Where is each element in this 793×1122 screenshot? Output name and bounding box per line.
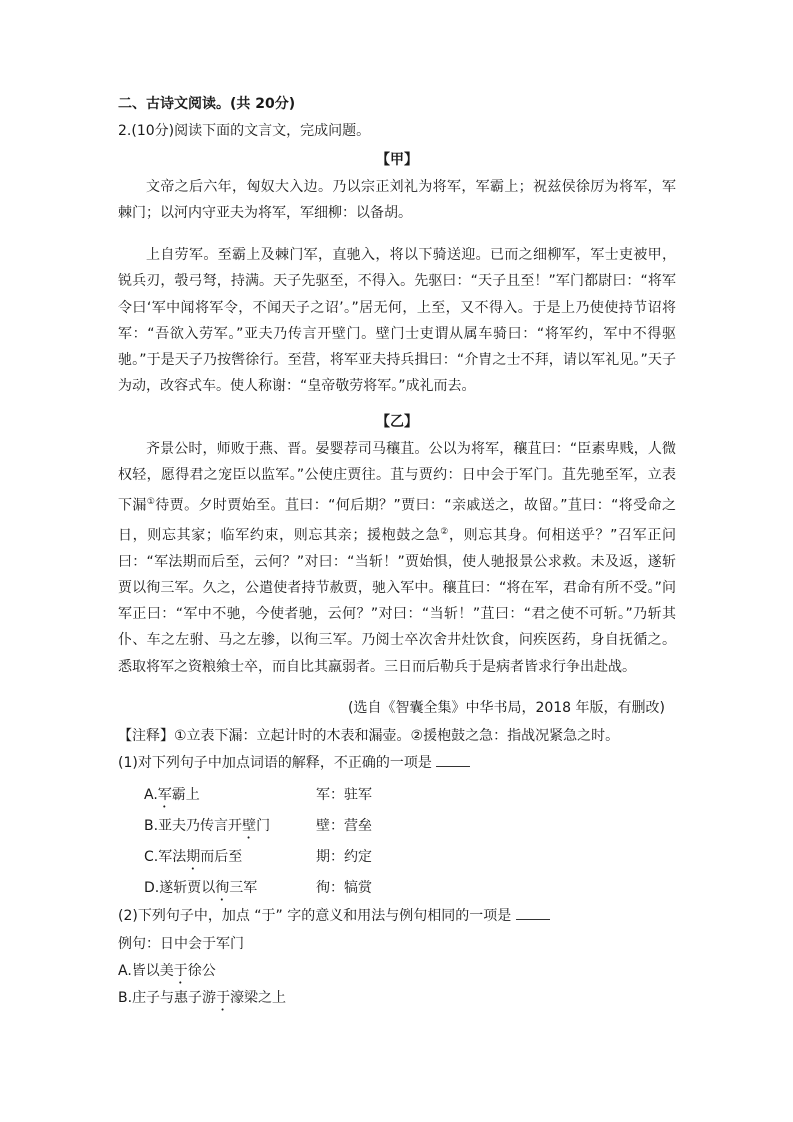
answer-blank-1[interactable] (436, 754, 470, 767)
section-title: 二、古诗文阅读。(共 20分) (118, 96, 296, 112)
q1-option-c-gloss: 期：约定 (316, 849, 372, 865)
q1-option-d: D.遂斩贾以徇三军 (144, 880, 258, 896)
q1-option-b: B.亚夫乃传言开壁门 (144, 818, 271, 834)
passage-jia-paragraph-1: 文帝之后六年，匈奴大入边。乃以宗正刘礼为将军，军霸上；祝兹侯徐厉为将军，军棘门；以河内守亚夫为将军，军细柳：以备胡。 (118, 179, 676, 222)
source-citation: (选自《智囊全集》中华书局，2018 年版，有删改) (348, 700, 666, 716)
passage-yi-title: 【乙】 (376, 414, 418, 430)
annotation-notes: 【注释】①立表下漏：立起计时的木表和漏壶。②援枹鼓之急：指战况紧急之时。 (118, 728, 620, 744)
q1-option-c: C.军法期而后至 (144, 849, 243, 865)
question-1-stem: (1)对下列句子中加点词语的解释，不正确的一项是 (118, 753, 470, 773)
q2-option-b: B.庄子与惠子游于濠梁之上 (118, 990, 287, 1006)
q2-option-a: A.皆以美于徐公 (118, 963, 216, 979)
q1-option-b-gloss: 壁：营垒 (316, 818, 372, 834)
q1-option-a-gloss: 军：驻军 (316, 787, 372, 803)
question-2-example: 例句：日中会于军门 (118, 936, 244, 952)
footnote-marker-2: ② (440, 526, 449, 537)
question-2-intro: 2.(10分)阅读下面的文言文，完成问题。 (118, 123, 371, 139)
q1-option-d-gloss: 徇：犒赏 (316, 880, 372, 896)
passage-jia-paragraph-2: 上自劳军。至霸上及棘门军，直驰入，将以下骑送迎。已而之细柳军，军士吏被甲，锐兵刃，彀弓弩，持满。天子先驱至，不得入。先驱曰：“天子且至！”军门都尉曰：“将军令曰‘军中闻将军令，不闻天子之诏’。”居无何，上至，又不得入。于是上乃使使持节诏将军：“吾欲入劳军。”亚夫乃传言开壁门。壁门士吏谓从属车骑曰：“将军约，军中不得驱驰。”于是天子乃按辔徐行。至营，将军亚夫持兵揖曰：“介胄之士不拜，请以军礼见。”天子为动，改容式车。使人称谢：“皇帝敬劳将军。”成礼而去。 (118, 247, 676, 395)
answer-blank-2[interactable] (516, 907, 550, 920)
passage-yi-paragraph: 齐景公时，师败于燕、晋。晏婴荐司马穰苴。公以为将军，穰苴曰：“臣素卑贱，人微权轻，愿得君之宠臣以监军。”公使庄贾往。苴与贾约：日中会于军门。苴先驰至军，立表下漏①待贾。夕时贾始至。苴曰：“何后期？”贾曰：“亲戚送之，故留。”苴曰：“将受命之日，则忘其家；临军约束，则忘其亲；援枹鼓之急②，则忘其身。何相送乎？”召军正问曰：“军法期而后至，云何？”对曰：“当斩！”贾始惧，使人驰报景公求救。未及返，遂斩贾以徇三军。久之，公遣使者持节赦贾，驰入军中。穰苴曰：“将在军，君命有所不受。”问军正曰：“军中不驰，今使者驰，云何？”对曰：“当斩！”苴曰：“君之使不可斩。”乃斩其仆、车之左驸、马之左骖，以徇三军。乃阅士卒次舍井灶饮食，问疾医药，身自抚循之。悉取将军之资粮飨士卒，而自比其羸弱者。三日而后勒兵于是病者皆求行争出赴战。 (118, 441, 676, 675)
q1-option-a: A.军霸上 (144, 787, 200, 803)
footnote-marker-1: ① (146, 496, 156, 507)
question-2-stem: (2)下列句子中，加点 “于” 字的意义和用法与例句相同的一项是 (118, 906, 550, 926)
passage-jia-title: 【甲】 (376, 152, 418, 168)
